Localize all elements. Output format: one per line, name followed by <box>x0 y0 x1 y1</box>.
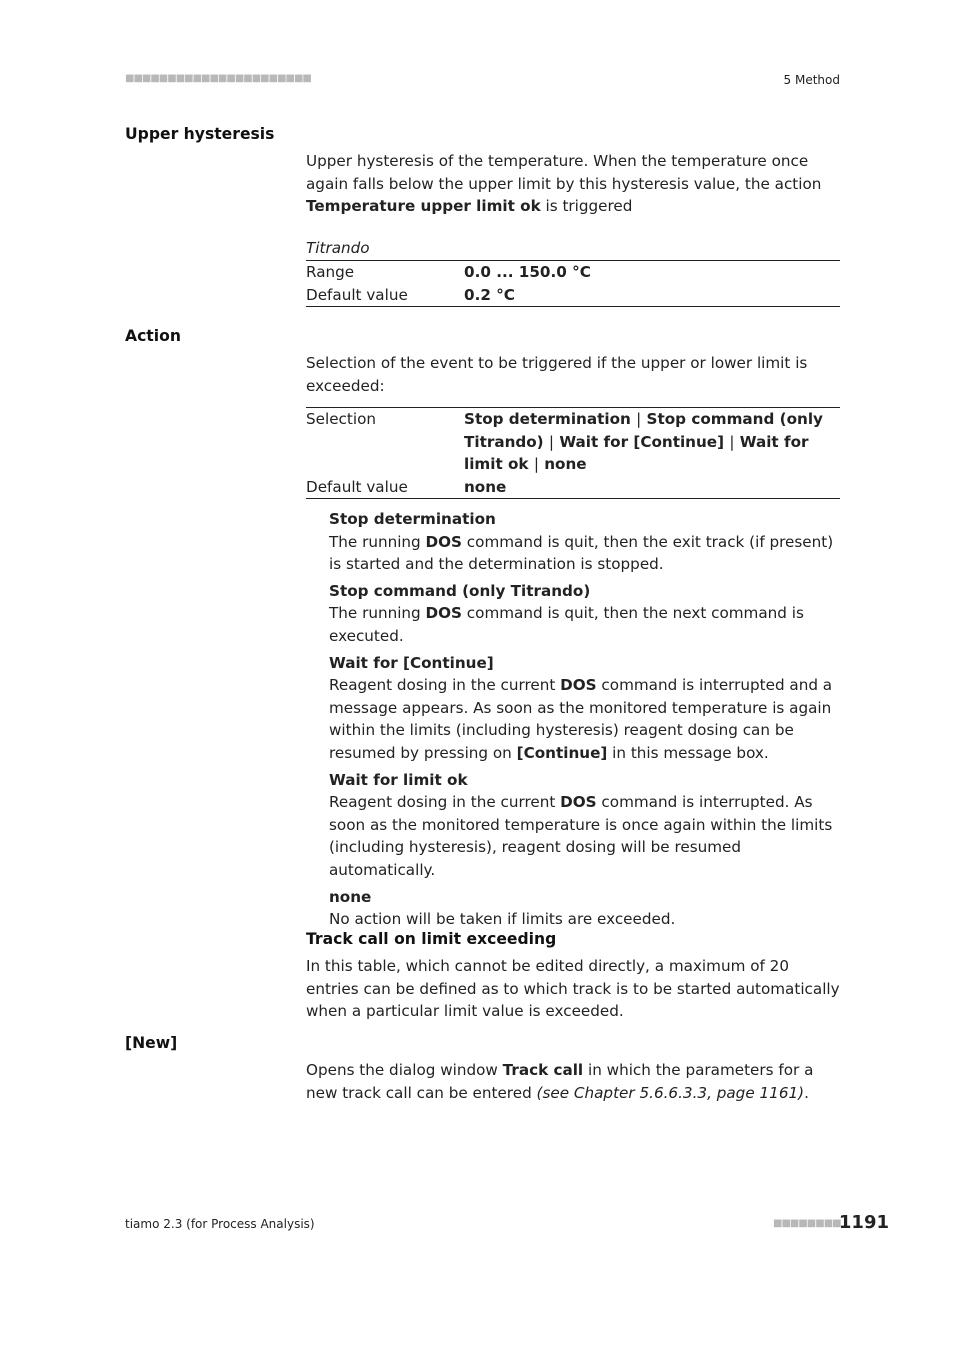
action-description: Selection of the event to be triggered if the upper or lower limit is exceeded: <box>306 354 808 395</box>
upper-hysteresis-table <box>306 260 840 307</box>
definition-item: Stop determination The running DOS command is quit, then the exit track (if present) is started and the determination is stopped. <box>329 510 834 574</box>
definition-item: Wait for [Continue] Reagent dosing in the current DOS command is interrupted and a message appears. As soon as the monitored temperature is again within the limits (including hysteresis) reagent dosing can be resumed by pressing on [Continue] in this message box. <box>329 653 833 762</box>
table-caption: Titrando <box>306 239 370 257</box>
range-label: Range <box>306 263 355 281</box>
definition-item: Wait for limit ok Reagent dosing in the current DOS command is interrupted. As soon as the monitored temperature is once again within the limits (including hysteresis), reagent dosing will be resumed automatically. <box>329 770 833 879</box>
section-heading-upper-hysteresis: Upper hysteresis <box>125 125 275 143</box>
track-call-description: In this table, which cannot be edited directly, a maximum of 20 entries can be defined as to which track is to be started automatically when a particular limit value is exceeded. <box>306 957 840 1021</box>
action-default-value: none <box>464 477 507 496</box>
definition-item: none No action will be taken if limits are exceeded. <box>329 887 676 929</box>
chapter-reference-link[interactable]: (see Chapter 5.6.6.3.3, page 1161) <box>536 1083 805 1102</box>
section-heading-action: Action <box>125 327 181 345</box>
footer-product: tiamo 2.3 (for Process Analysis) <box>125 1217 315 1231</box>
section-heading-new: [New] <box>125 1034 178 1052</box>
header-decoration: ■■■■■■■■■■■■■■■■■■■■■■ <box>125 73 311 84</box>
selection-values: Stop determination | Stop command (only Titrando) | Wait for [Continue] | Wait for limit ok | none <box>464 410 823 474</box>
footer-decoration: ■■■■■■■■ <box>773 1218 841 1229</box>
action-default-label: Default value <box>306 477 408 496</box>
action-definitions <box>329 508 841 931</box>
page-number: 1191 <box>838 1212 889 1233</box>
chapter-title: 5 Method <box>783 73 840 87</box>
range-value: 0.0 ... 150.0 °C <box>464 263 591 281</box>
upper-hysteresis-description: Upper hysteresis of the temperature. When the temperature once again falls below the upper limit by this hysteresis value, the action Temperature upper limit ok is triggered <box>306 152 822 216</box>
selection-label: Selection <box>306 410 376 428</box>
section-heading-track-call: Track call on limit exceeding <box>306 930 557 948</box>
default-label: Default value <box>306 285 408 304</box>
definition-item: Stop command (only Titrando) The running DOS command is quit, then the next command is executed. <box>329 581 804 645</box>
default-value: 0.2 °C <box>464 285 515 304</box>
new-description: Opens the dialog window Track call in which the parameters for a new track call can be entered (see Chapter 5.6.6.3.3, page 1161). <box>306 1061 814 1102</box>
action-table <box>306 407 840 499</box>
